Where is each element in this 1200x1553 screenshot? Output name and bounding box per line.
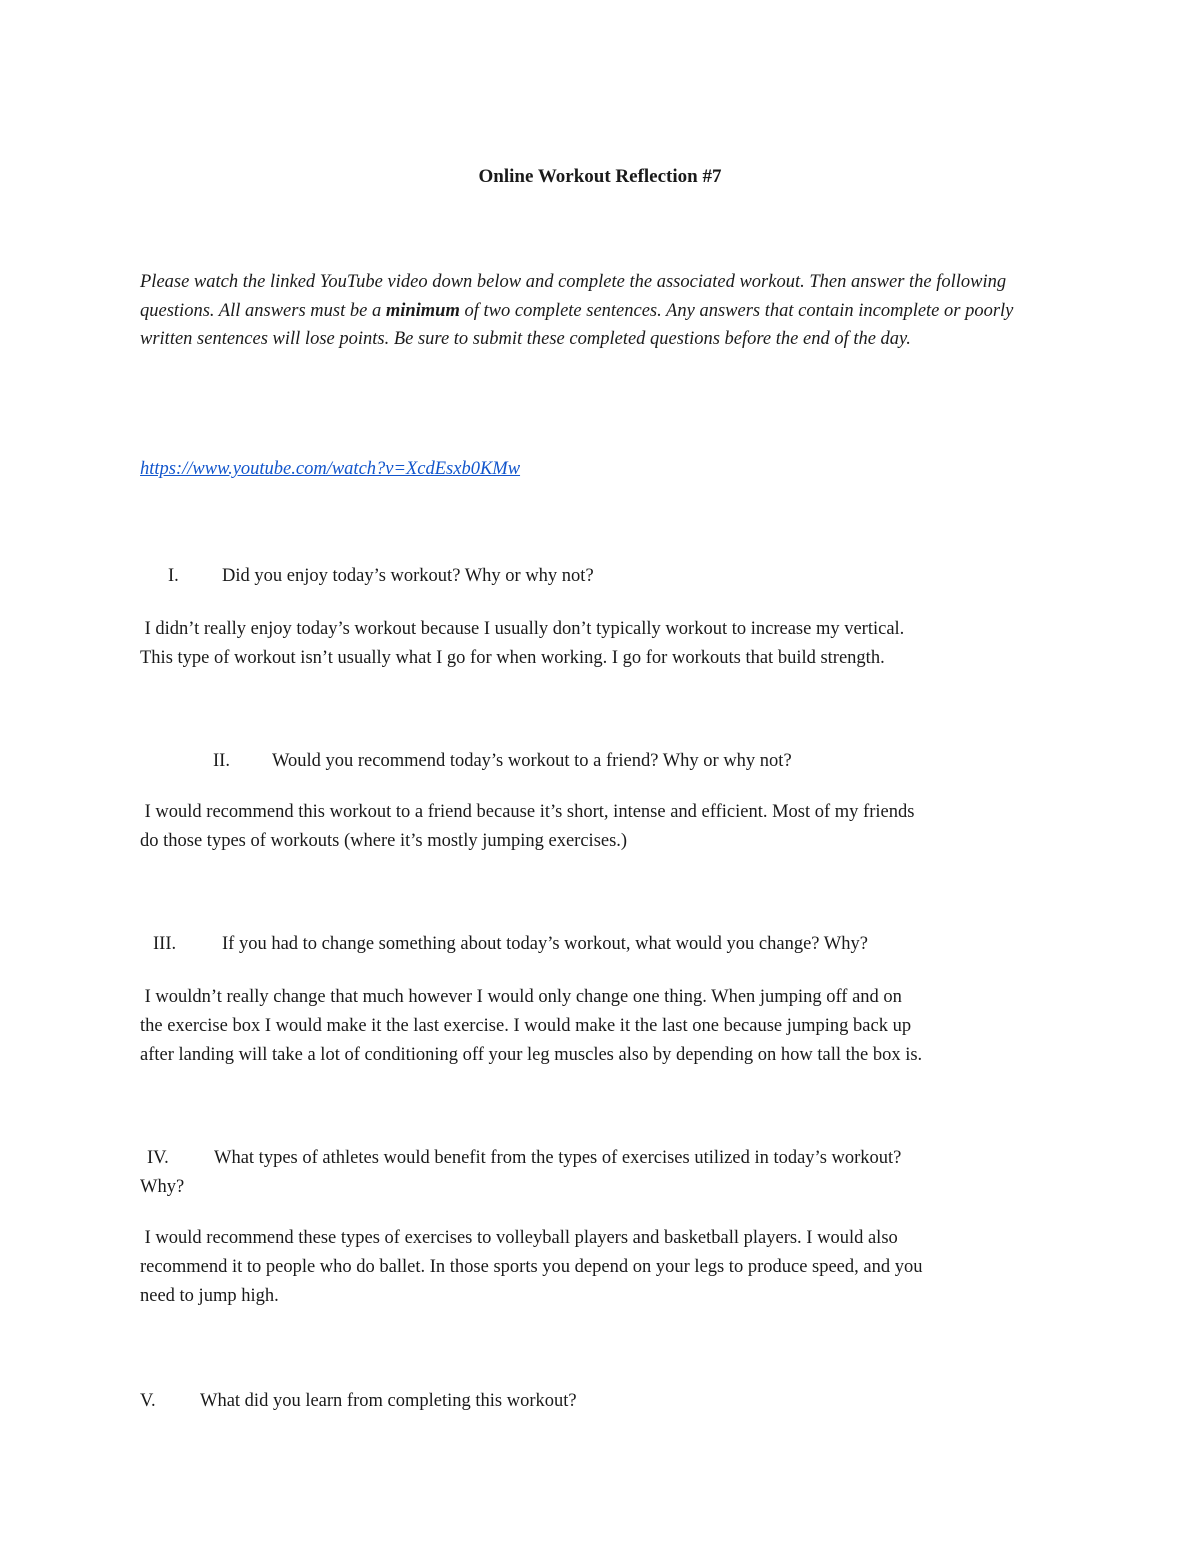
answer-4-line-1: I would recommend these types of exercises to volleyball players and basketball players. I would also bbox=[140, 1228, 898, 1248]
question-1-text: Did you enjoy today’s workout? Why or why not? bbox=[222, 566, 594, 586]
question-3-numeral: III. bbox=[153, 934, 177, 954]
answer-3-line-2: the exercise box I would make it the last exercise. I would make it the last one because jumping back up bbox=[140, 1016, 912, 1036]
question-3-text: If you had to change something about today’s workout, what would you change? Why? bbox=[222, 934, 868, 954]
answer-1-line-2: This type of workout isn’t usually what I go for when working. I go for workouts that build strength. bbox=[140, 648, 885, 668]
question-1 bbox=[168, 562, 594, 591]
question-4-text-line-2: Why? bbox=[140, 1177, 185, 1197]
question-2-text: Would you recommend today’s workout to a friend? Why or why not? bbox=[272, 751, 792, 771]
question-5-numeral: V. bbox=[140, 1391, 156, 1411]
answer-4-line-2: recommend it to people who do ballet. In those sports you depend on your legs to produce speed, and you bbox=[140, 1257, 923, 1277]
answer-4 bbox=[140, 1224, 1060, 1311]
question-5 bbox=[140, 1387, 577, 1416]
question-1-numeral: I. bbox=[168, 566, 179, 586]
answer-1-line-1: I didn’t really enjoy today’s workout because I usually don’t typically workout to increase my vertical. bbox=[140, 619, 905, 639]
question-4-text-line-1: What types of athletes would benefit from the types of exercises utilized in today’s workout? bbox=[214, 1148, 902, 1168]
answer-3-line-1: I wouldn’t really change that much however I would only change one thing. When jumping off and on bbox=[140, 987, 902, 1007]
instructions-text-1: Please watch the linked YouTube video down below and complete the associated workout. Then answer the following questions. All answers must be a bbox=[140, 272, 1007, 321]
question-3 bbox=[153, 930, 868, 959]
answer-2-line-1: I would recommend this workout to a friend because it’s short, intense and efficient. Most of my friends bbox=[140, 802, 915, 822]
question-5-text: What did you learn from completing this workout? bbox=[200, 1391, 577, 1411]
answer-2 bbox=[140, 798, 1060, 856]
question-4-continued bbox=[140, 1173, 184, 1202]
question-4 bbox=[147, 1144, 901, 1173]
youtube-link[interactable]: https://www.youtube.com/watch?v=XcdEsxb0KMw bbox=[140, 459, 521, 479]
document-title: Online Workout Reflection #7 bbox=[478, 166, 722, 187]
answer-1 bbox=[140, 615, 1060, 673]
question-2-numeral: II. bbox=[213, 751, 230, 771]
instructions-paragraph bbox=[140, 268, 1060, 354]
question-2 bbox=[213, 747, 792, 776]
question-4-numeral: IV. bbox=[147, 1148, 169, 1168]
instructions-text-2: of two complete sentences. Any answers that contain incomplete or poorly written sentences will lose points. Be sure to submit these completed questions before the end of the day. bbox=[140, 300, 1014, 349]
answer-2-line-2: do those types of workouts (where it’s mostly jumping exercises.) bbox=[140, 831, 628, 851]
instructions-emphasis: minimum bbox=[385, 300, 460, 321]
answer-4-line-3: need to jump high. bbox=[140, 1286, 279, 1306]
answer-3 bbox=[140, 983, 1060, 1070]
answer-3-line-3: after landing will take a lot of conditioning off your leg muscles also by depending on how tall the box is. bbox=[140, 1045, 923, 1065]
